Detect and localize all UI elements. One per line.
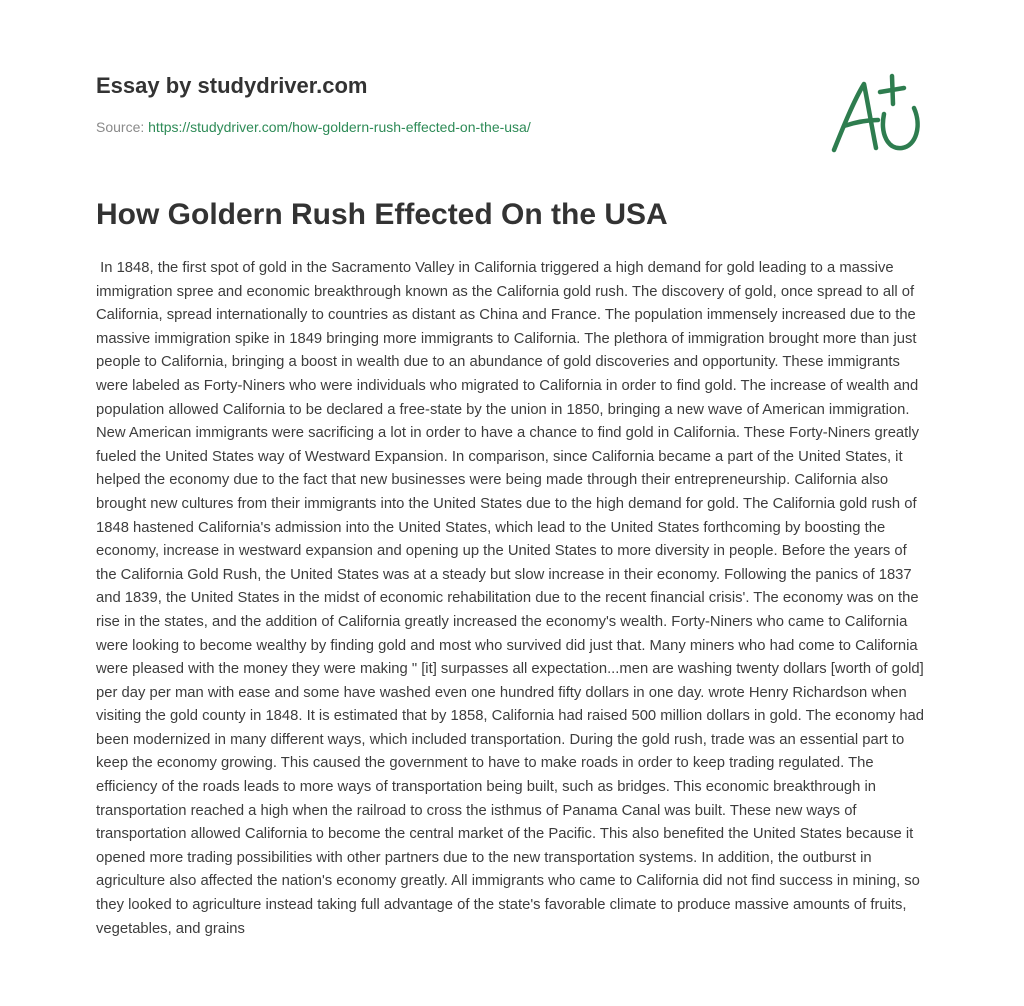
a-plus-logo-icon — [822, 70, 932, 160]
source-label: Source: — [96, 119, 149, 135]
source-link[interactable]: https://studydriver.com/how-goldern-rush-effected-on-the-usa/ — [148, 119, 531, 135]
site-title: Essay by studydriver.com — [96, 73, 368, 98]
essay-body: In 1848, the first spot of gold in the Sacramento Valley in California triggered a high demand for gold leading to a massive immigration spree and economic breakthrough known as the California gold rush. The discovery of gold, once spread to all of California, spread internationally to countries as distant as China and France. The population immensely increased due to the massive immigration spike in 1849 bringing more immigrants to California. The plethora of immigration brought more than just people to California, bringing a boost in wealth due to an abundance of gold discoveries and opportunity. These immigrants were labeled as Forty-Niners who were individuals who migrated to California in order to find gold. The increase of wealth and population allowed California to be declared a free-state by the union in 1850, bringing a new wave of American immigration. New American immigrants were sacrificing a lot in order to have a chance to find gold in California. These Forty-Niners greatly fueled the United States way of Westward Expansion. In comparison, since California became a part of the United States, it helped the economy due to the fact that new businesses were being made through their entrepreneurship. California also brought new cultures from their immigrants into the United States due to the high demand for gold. The California gold rush of 1848 hastened California's admission into the United States, which lead to the United States forthcoming by boosting the economy, increase in westward expansion and opening up the United States to more diversity in people. Before the years of the California Gold Rush, the United States was at a steady but slow increase in their economy. Following the panics of 1837 and 1839, the United States in the midst of economic rehabilitation due to the recent financial crisis'. The economy was on the rise in the states, and the addition of California greatly increased the economy's wealth. Forty-Niners who came to California were looking to become wealthy by finding gold and most who survived did just that. Many miners who had come to California were pleased with the money they were making " [it] surpasses all expectation...men are washing twenty dollars [worth of gold] per day per man with ease and some have washed even one hundred fifty dollars in one day. wrote Henry Richardson when visiting the gold county in 1848. It is estimated that by 1858, California had raised 500 million dollars in gold. The economy had been modernized in many different ways, which included transportation. During the gold rush, trade was an essential part to keep the economy growing. This caused the government to have to make roads in order to keep trading regulated. The efficiency of the roads leads to more ways of transportation being built, such as bridges. This economic breakthrough in transportation reached a high when the railroad to cross the isthmus of Panama Canal was built. These new ways of transportation allowed California to become the central market of the Pacific. This also benefited the United States because it opened more trading possibilities with other partners due to the new transportation systems. In addition, the outburst in agriculture also affected the nation's economy greatly. All immigrants who came to California did not find success in mining, so they looked to agriculture instead taking full advantage of the state's favorable climate to produce massive amounts of fruits, vegetables, and grains — [96, 260, 929, 937]
document-title: How Goldern Rush Effected On the USA — [96, 198, 668, 231]
essay-header — [96, 72, 796, 136]
source-line — [96, 118, 796, 136]
